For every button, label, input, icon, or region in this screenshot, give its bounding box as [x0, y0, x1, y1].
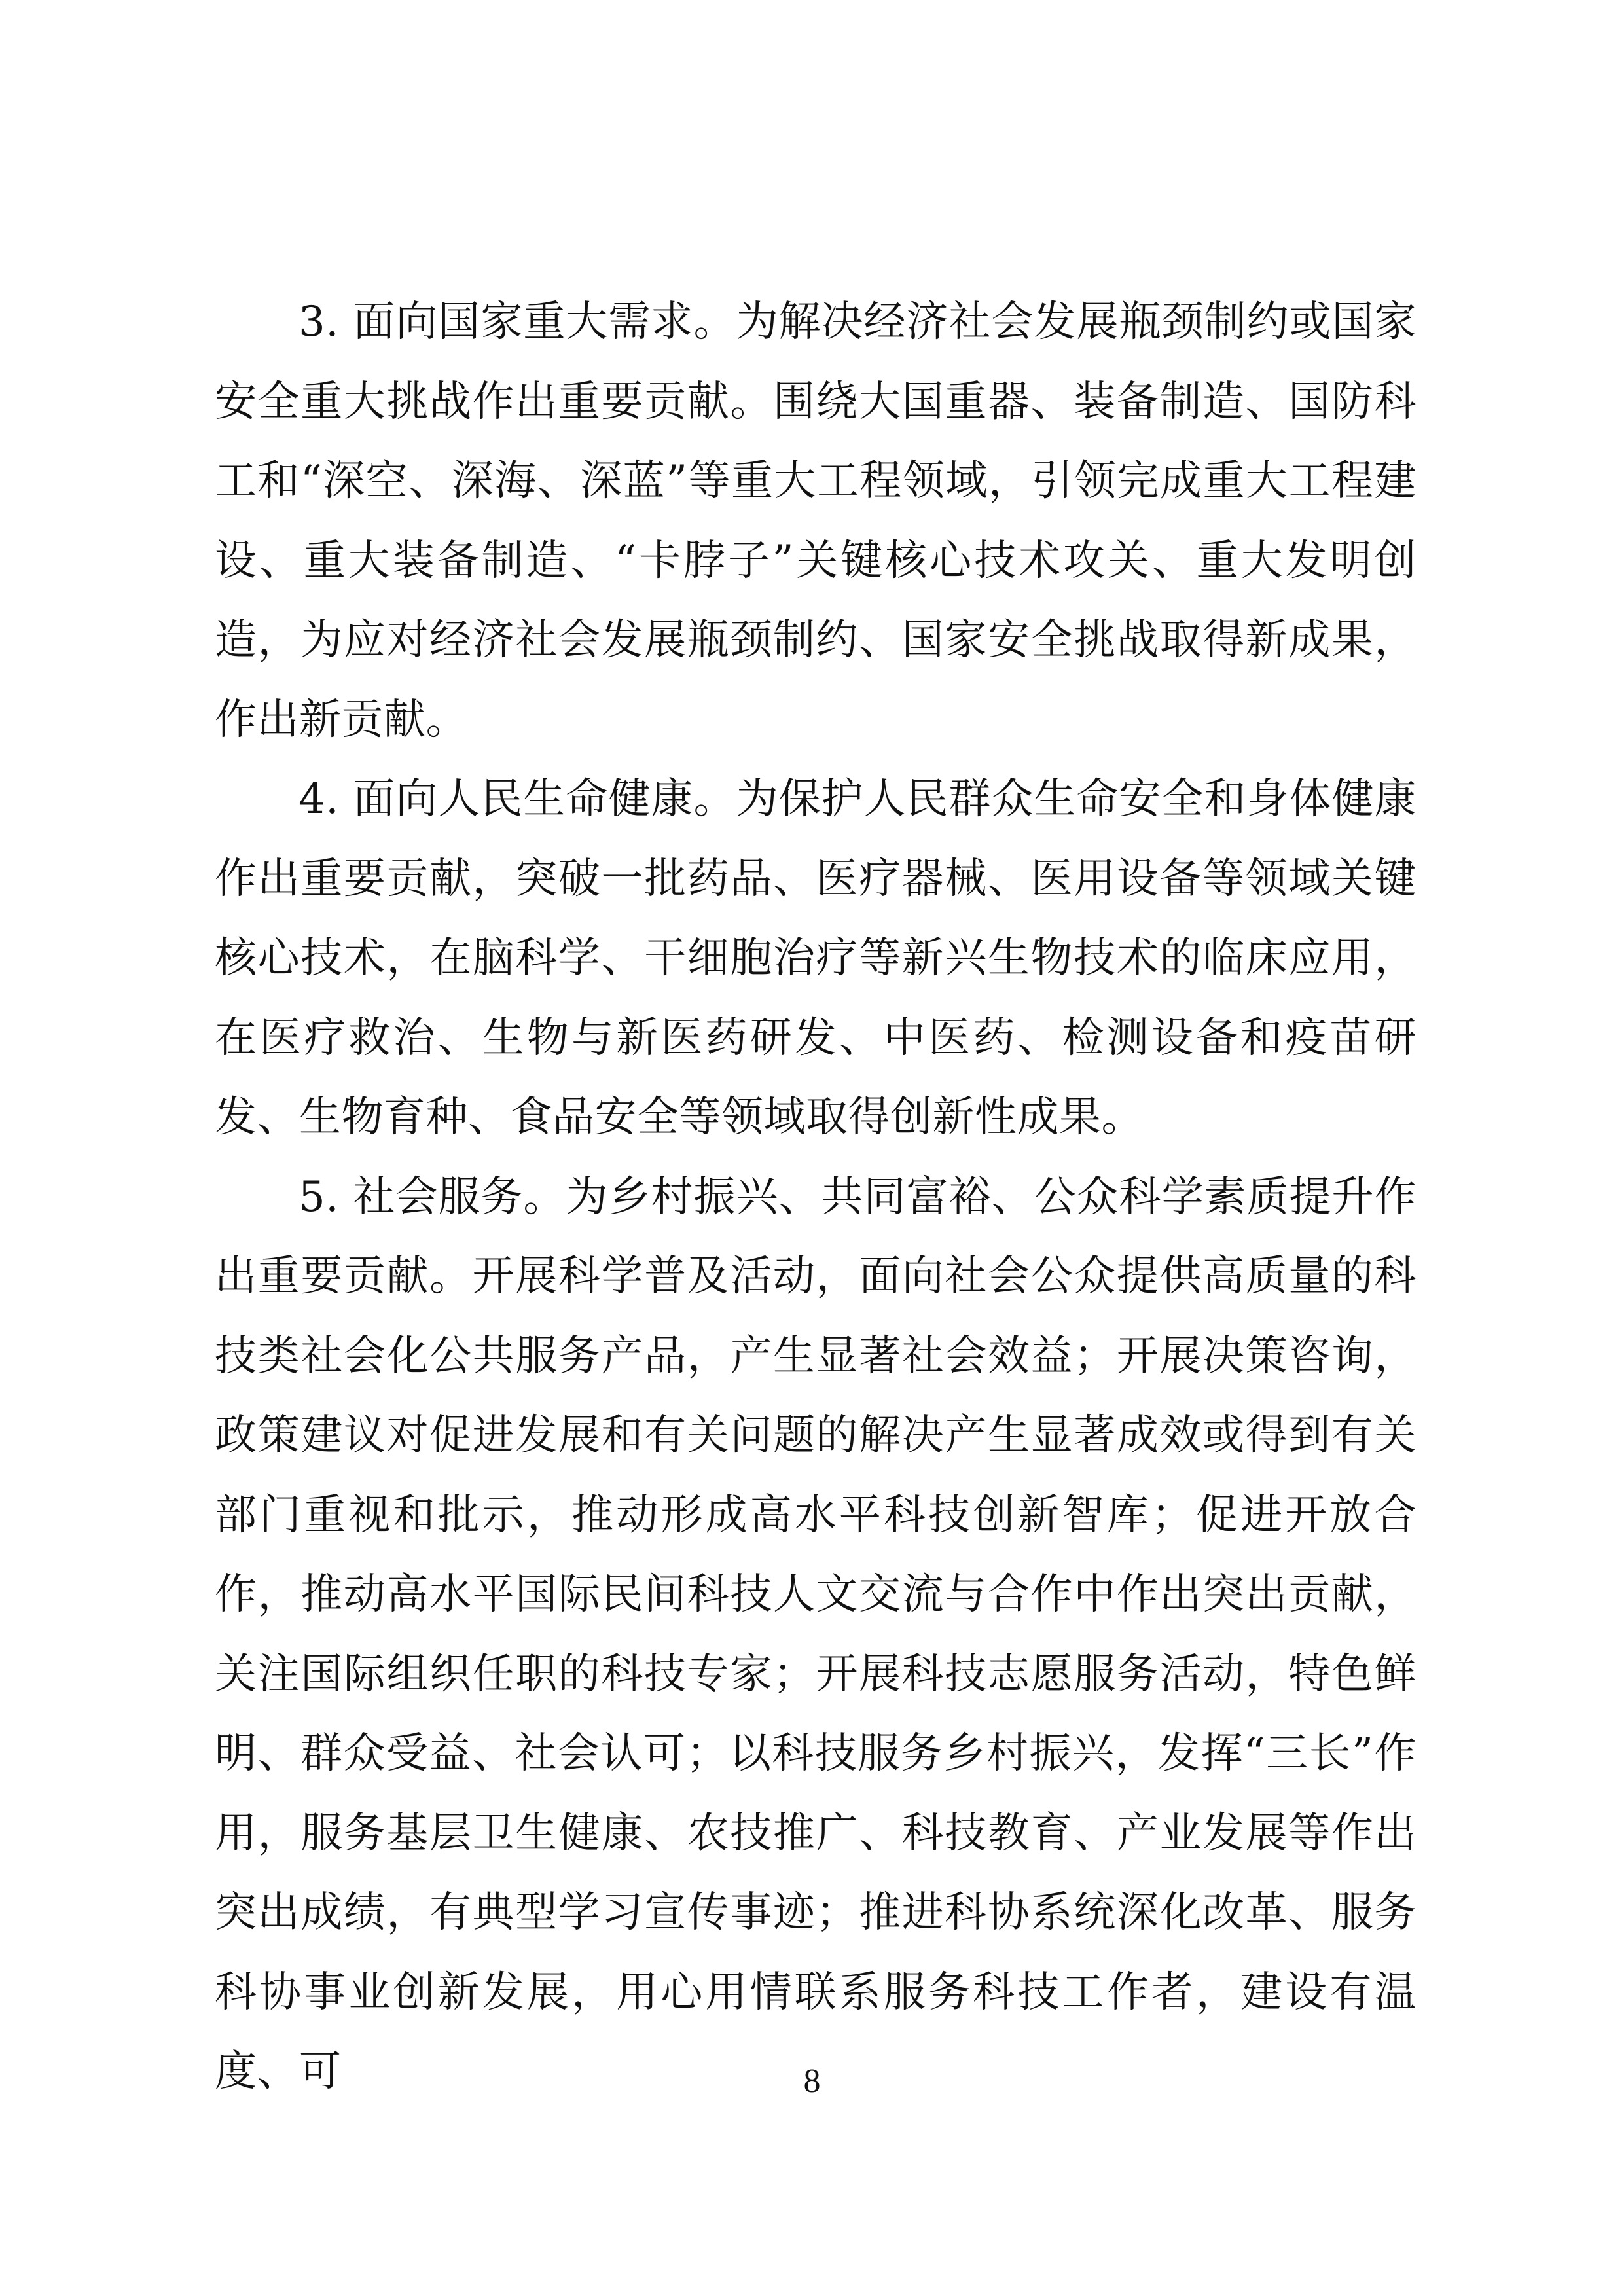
paragraph-social-service: 5. 社会服务。为乡村振兴、共同富裕、公众科学素质提升作出重要贡献。开展科学普及活动，面向社会公众提供高质量的科技类社会化公共服务产品，产生显著社会效益；开展决策咨询，政策建议对促进发展和有关问题的解决产生显著成效或得到有关部门重视和批示，推动形成高水平科技创新智库；促进开放合作，推动高水平国际民间科技人文交流与合作中作出突出贡献，关注国际组织任职的科技专家；开展科技志愿服务活动，特色鲜明、群众受益、社会认可；以科技服务乡村振兴，发挥“三长”作用，服务基层卫生健康、农技推广、科技教育、产业发展等作出突出成绩，有典型学习宣传事迹；推进科协系统深化改革、服务科协事业创新发展，用心用情联系服务科技工作者，建设有温度、可 [215, 1172, 1416, 2096]
page-number: 8 [803, 2063, 821, 2100]
document-body [215, 283, 1416, 2112]
paragraph-public-health: 4. 面向人民生命健康。为保护人民群众生命安全和身体健康作出重要贡献，突破一批药品、医疗器械、医用设备等领域关键核心技术，在脑科学、干细胞治疗等新兴生物技术的临床应用，在医疗救治、生物与新医药研发、中医药、检测设备和疫苗研发、生物育种、食品安全等领域取得创新性成果。 [215, 775, 1416, 1142]
paragraph-national-needs: 3. 面向国家重大需求。为解决经济社会发展瓶颈制约或国家安全重大挑战作出重要贡献。围绕大国重器、装备制造、国防科工和“深空、深海、深蓝”等重大工程领域，引领完成重大工程建设、重大装备制造、“卡脖子”关键核心技术攻关、重大发明创造，为应对经济社会发展瓶颈制约、国家安全挑战取得新成果，作出新贡献。 [215, 298, 1416, 744]
